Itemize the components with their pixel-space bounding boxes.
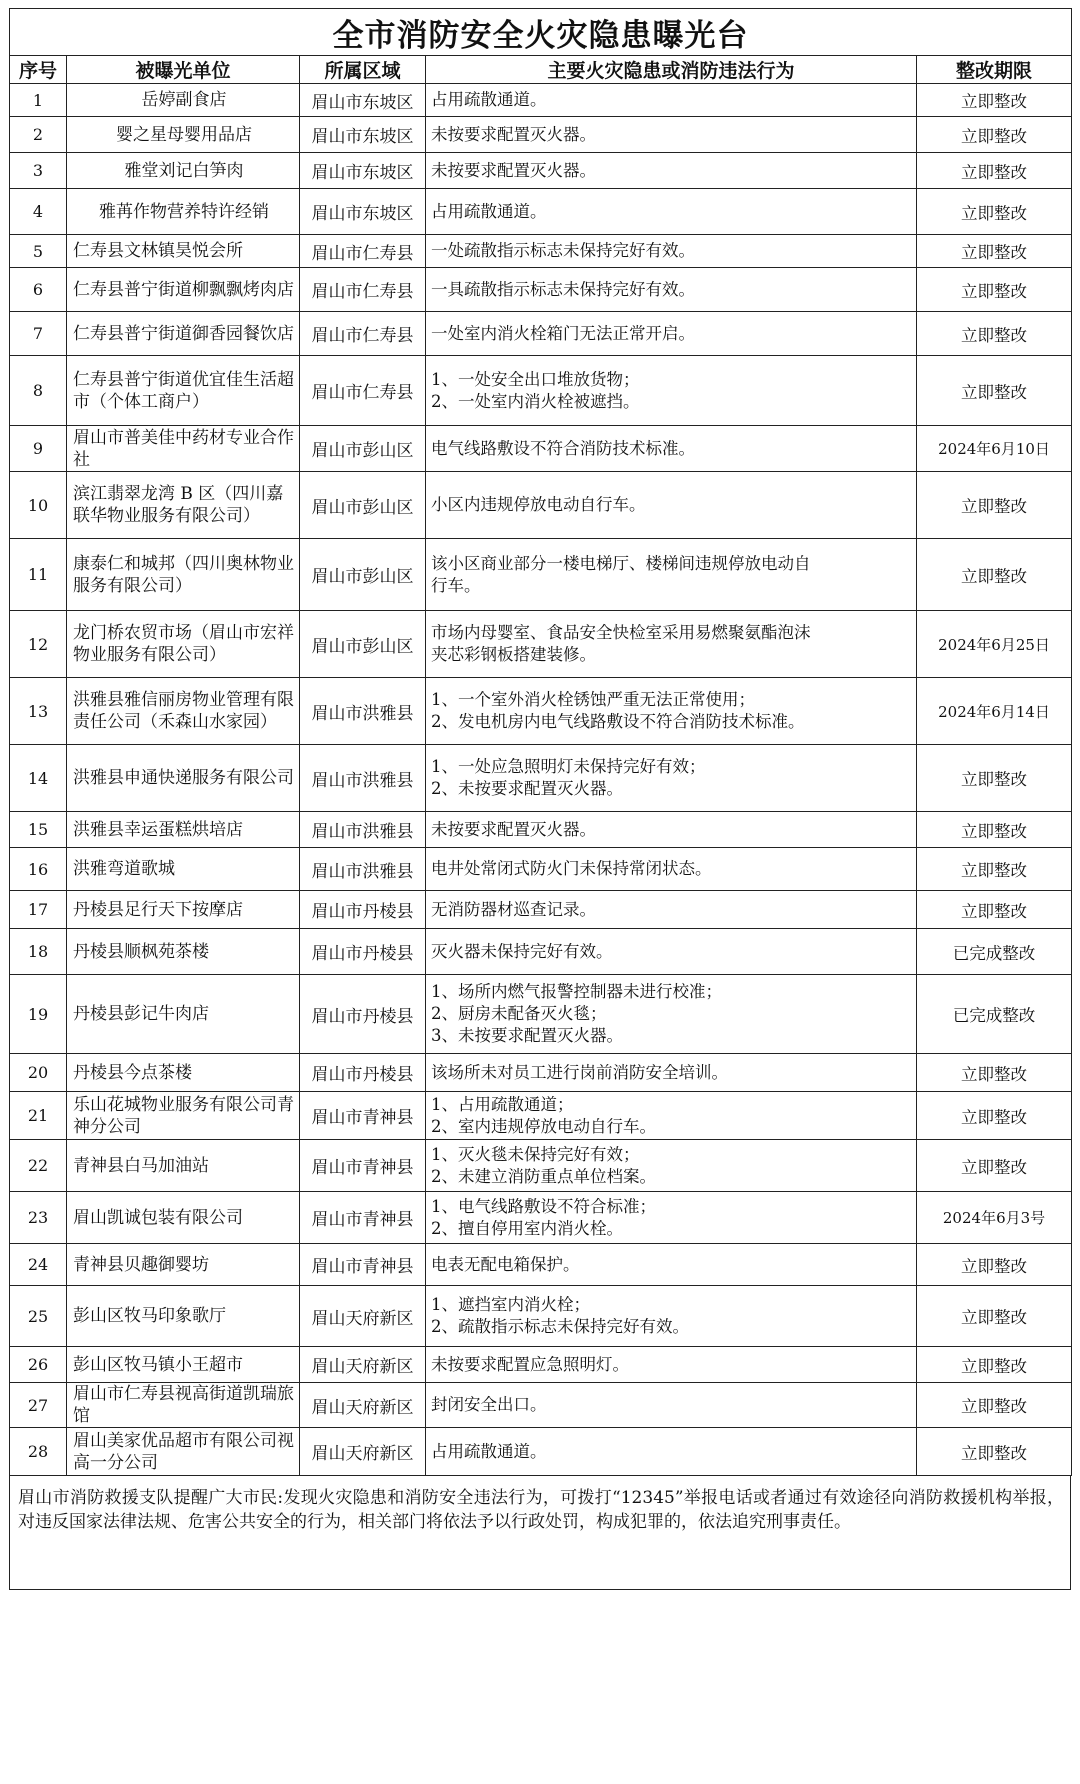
hazard-description: [426, 472, 917, 539]
row-number: 19: [10, 975, 67, 1054]
hazard-line: 未按要求配置灭火器。: [431, 160, 596, 180]
table-row: [10, 117, 1072, 153]
hazard-exposure-table: [9, 8, 1072, 1476]
rectification-deadline: 立即整改: [917, 356, 1072, 426]
hazard-description: [426, 426, 917, 472]
table-row: [10, 1092, 1072, 1140]
hazard-line: 市场内母婴室、食品安全快检室采用易燃聚氨酯泡沫: [431, 623, 811, 642]
rectification-deadline: 2024年6月10日: [917, 426, 1072, 472]
table-row: [10, 1286, 1072, 1347]
region: 眉山市青神县: [300, 1244, 426, 1286]
row-number: 27: [10, 1383, 67, 1428]
row-number: 13: [10, 678, 67, 745]
header-issue: 主要火灾隐患或消防违法行为: [426, 56, 917, 84]
region: 眉山市洪雅县: [300, 678, 426, 745]
table-row: [10, 426, 1072, 472]
row-number: 16: [10, 848, 67, 891]
rectification-deadline: 立即整改: [917, 472, 1072, 539]
hazard-description: [426, 1428, 917, 1476]
hazard-line: 2、室内违规停放电动自行车。: [431, 1116, 656, 1136]
region: 眉山市洪雅县: [300, 745, 426, 812]
hazard-line: 电表无配电箱保护。: [431, 1254, 580, 1274]
exposed-unit: 滨江翡翠龙湾 B 区（四川嘉联华物业服务有限公司）: [67, 472, 300, 539]
hazard-line: 行车。: [431, 575, 481, 595]
row-number: 18: [10, 929, 67, 975]
hazard-line: 2、疏散指示标志未保持完好有效。: [431, 1317, 689, 1336]
exposed-unit: 仁寿县普宁街道御香园餐饮店: [67, 312, 300, 356]
region: 眉山市丹棱县: [300, 891, 426, 929]
hazard-description: [426, 611, 917, 678]
hazard-line: 电气线路敷设不符合消防技术标准。: [431, 438, 695, 458]
exposed-unit: 雅苒作物营养特许经销: [67, 189, 300, 235]
table-row: [10, 235, 1072, 268]
hazard-line: 2、擅自停用室内消火栓。: [431, 1218, 623, 1238]
table-row: [10, 745, 1072, 812]
exposed-unit: 乐山花城物业服务有限公司青神分公司: [67, 1092, 300, 1140]
row-number: 21: [10, 1092, 67, 1140]
exposed-unit: 眉山美家优品超市有限公司视高一分公司: [67, 1428, 300, 1476]
exposed-unit: 洪雅县申通快递服务有限公司: [67, 745, 300, 812]
hazard-description: [426, 678, 917, 745]
hazard-line: 占用疏散通道。: [431, 1441, 547, 1461]
table-row: [10, 1383, 1072, 1428]
hazard-line: 1、场所内燃气报警控制器未进行校准；: [431, 982, 722, 1001]
rectification-deadline: 立即整改: [917, 235, 1072, 268]
region: 眉山市丹棱县: [300, 975, 426, 1054]
exposed-unit: 眉山市普美佳中药材专业合作社: [67, 426, 300, 472]
hazard-description: [426, 848, 917, 891]
region: 眉山天府新区: [300, 1428, 426, 1476]
exposed-unit: 眉山市仁寿县视高街道凯瑞旅馆: [67, 1383, 300, 1428]
rectification-deadline: 立即整改: [917, 1244, 1072, 1286]
rectification-deadline: 立即整改: [917, 1140, 1072, 1192]
rectification-deadline: 立即整改: [917, 812, 1072, 848]
rectification-deadline: 立即整改: [917, 1383, 1072, 1428]
table-row: [10, 1428, 1072, 1476]
region: 眉山市青神县: [300, 1092, 426, 1140]
exposed-unit: 丹棱县足行天下按摩店: [67, 891, 300, 929]
hazard-description: [426, 539, 917, 611]
exposed-unit: 洪雅弯道歌城: [67, 848, 300, 891]
hazard-description: [426, 812, 917, 848]
exposed-unit: 洪雅县雅信丽房物业管理有限责任公司（禾森山水家园）: [67, 678, 300, 745]
row-number: 9: [10, 426, 67, 472]
rectification-deadline: 立即整改: [917, 891, 1072, 929]
table-row: [10, 539, 1072, 611]
hazard-description: [426, 1054, 917, 1092]
region: 眉山市彭山区: [300, 539, 426, 611]
title-row: [10, 9, 1072, 56]
hazard-line: 小区内违规停放电动自行车。: [431, 495, 646, 514]
hazard-line: 1、占用疏散通道；: [431, 1094, 574, 1114]
rectification-deadline: 2024年6月25日: [917, 611, 1072, 678]
header-unit: 被曝光单位: [67, 56, 300, 84]
hazard-description: [426, 1286, 917, 1347]
row-number: 22: [10, 1140, 67, 1192]
hazard-line: 一具疏散指示标志未保持完好有效。: [431, 279, 695, 299]
exposed-unit: 丹棱县顺枫苑茶楼: [67, 929, 300, 975]
hazard-line: 该场所未对员工进行岗前消防安全培训。: [431, 1062, 728, 1082]
rectification-deadline: 立即整改: [917, 189, 1072, 235]
row-number: 3: [10, 153, 67, 189]
exposed-unit: 仁寿县普宁街道柳飘飘烤肉店: [67, 268, 300, 312]
exposed-unit: 婴之星母婴用品店: [67, 117, 300, 153]
page-title: 全市消防安全火灾隐患曝光台: [10, 9, 1072, 56]
region: 眉山市仁寿县: [300, 356, 426, 426]
exposed-unit: 眉山凯诚包装有限公司: [67, 1192, 300, 1244]
exposed-unit: 彭山区牧马镇小王超市: [67, 1347, 300, 1383]
row-number: 17: [10, 891, 67, 929]
rectification-deadline: 立即整改: [917, 745, 1072, 812]
hazard-line: 一处室内消火栓箱门无法正常开启。: [431, 323, 695, 343]
exposed-unit: 岳婷副食店: [67, 84, 300, 117]
hazard-line: 2、一处室内消火栓被遮挡。: [431, 391, 640, 411]
table-row: [10, 891, 1072, 929]
table-row: [10, 268, 1072, 312]
region: 眉山市仁寿县: [300, 268, 426, 312]
row-number: 24: [10, 1244, 67, 1286]
hazard-description: [426, 268, 917, 312]
hazard-description: [426, 189, 917, 235]
exposed-unit: 青神县贝趣御婴坊: [67, 1244, 300, 1286]
rectification-deadline: 立即整改: [917, 539, 1072, 611]
hazard-line: 电井处常闭式防火门未保持常闭状态。: [431, 859, 712, 878]
public-reminder-note: 眉山市消防救援支队提醒广大市民:发现火灾隐患和消防安全违法行为，可拨打“12345”举报电话或者通过有效途径向消防救援机构举报，对违反国家法律法规、危害公共安全的行为，相关部门将依法予以行政处罚，构成犯罪的，依法追究刑事责任。: [9, 1476, 1071, 1590]
rectification-deadline: 2024年6月3号: [917, 1192, 1072, 1244]
rectification-deadline: 立即整改: [917, 312, 1072, 356]
hazard-description: [426, 356, 917, 426]
rectification-deadline: 立即整改: [917, 1347, 1072, 1383]
hazard-description: [426, 975, 917, 1054]
hazard-line: 未按要求配置灭火器。: [431, 124, 596, 144]
rectification-deadline: 立即整改: [917, 84, 1072, 117]
rectification-deadline: 立即整改: [917, 268, 1072, 312]
region: 眉山市洪雅县: [300, 812, 426, 848]
region: 眉山市洪雅县: [300, 848, 426, 891]
hazard-description: [426, 235, 917, 268]
header-deadline: 整改期限: [917, 56, 1072, 84]
table-row: [10, 929, 1072, 975]
hazard-line: 该小区商业部分一楼电梯厅、楼梯间违规停放电动自: [431, 553, 811, 573]
region: 眉山市彭山区: [300, 426, 426, 472]
row-number: 4: [10, 189, 67, 235]
hazard-description: [426, 891, 917, 929]
table-row: [10, 1192, 1072, 1244]
rectification-deadline: 立即整改: [917, 1286, 1072, 1347]
hazard-line: 夹芯彩钢板搭建装修。: [431, 645, 596, 664]
row-number: 6: [10, 268, 67, 312]
region: 眉山市仁寿县: [300, 312, 426, 356]
hazard-line: 2、未按要求配置灭火器。: [431, 779, 623, 798]
header-row: [10, 56, 1072, 84]
exposed-unit: 彭山区牧马印象歌厅: [67, 1286, 300, 1347]
hazard-description: [426, 1092, 917, 1140]
hazard-description: [426, 1192, 917, 1244]
exposed-unit: 康泰仁和城邦（四川奥林物业服务有限公司）: [67, 539, 300, 611]
table-row: [10, 1347, 1072, 1383]
rectification-deadline: 2024年6月14日: [917, 678, 1072, 745]
row-number: 7: [10, 312, 67, 356]
row-number: 15: [10, 812, 67, 848]
hazard-description: [426, 312, 917, 356]
row-number: 25: [10, 1286, 67, 1347]
table-row: [10, 153, 1072, 189]
region: 眉山天府新区: [300, 1347, 426, 1383]
region: 眉山市仁寿县: [300, 235, 426, 268]
row-number: 23: [10, 1192, 67, 1244]
header-no: 序号: [10, 56, 67, 84]
hazard-description: [426, 1347, 917, 1383]
region: 眉山市东坡区: [300, 153, 426, 189]
exposed-unit: 洪雅县幸运蛋糕烘培店: [67, 812, 300, 848]
table-row: [10, 812, 1072, 848]
hazard-line: 1、遮挡室内消火栓；: [431, 1295, 590, 1314]
table-row: [10, 472, 1072, 539]
row-number: 2: [10, 117, 67, 153]
table-row: [10, 189, 1072, 235]
row-number: 1: [10, 84, 67, 117]
rectification-deadline: 立即整改: [917, 153, 1072, 189]
hazard-line: 未按要求配置应急照明灯。: [431, 1354, 629, 1374]
hazard-line: 占用疏散通道。: [431, 90, 547, 109]
table-row: [10, 356, 1072, 426]
hazard-line: 2、厨房未配备灭火毯；: [431, 1004, 607, 1023]
table-row: [10, 1140, 1072, 1192]
rectification-deadline: 立即整改: [917, 1092, 1072, 1140]
rectification-deadline: 已完成整改: [917, 929, 1072, 975]
table-row: [10, 1244, 1072, 1286]
row-number: 8: [10, 356, 67, 426]
exposed-unit: 龙门桥农贸市场（眉山市宏祥物业服务有限公司）: [67, 611, 300, 678]
hazard-description: [426, 745, 917, 812]
hazard-line: 1、灭火毯未保持完好有效；: [431, 1144, 640, 1164]
exposed-unit: 丹棱县彭记牛肉店: [67, 975, 300, 1054]
hazard-line: 1、一处应急照明灯未保持完好有效；: [431, 757, 706, 776]
rectification-deadline: 立即整改: [917, 117, 1072, 153]
hazard-line: 1、一处安全出口堆放货物；: [431, 369, 640, 389]
hazard-line: 2、未建立消防重点单位档案。: [431, 1166, 656, 1186]
row-number: 14: [10, 745, 67, 812]
hazard-description: [426, 117, 917, 153]
hazard-line: 2、发电机房内电气线路敷设不符合消防技术标准。: [431, 712, 805, 731]
region: 眉山市青神县: [300, 1192, 426, 1244]
region: 眉山市丹棱县: [300, 929, 426, 975]
hazard-line: 占用疏散通道。: [431, 201, 547, 221]
hazard-line: 封闭安全出口。: [431, 1395, 547, 1414]
exposed-unit: 雅堂刘记白笋肉: [67, 153, 300, 189]
row-number: 12: [10, 611, 67, 678]
hazard-line: 一处疏散指示标志未保持完好有效。: [431, 241, 695, 260]
row-number: 26: [10, 1347, 67, 1383]
table-row: [10, 312, 1072, 356]
rectification-deadline: 立即整改: [917, 848, 1072, 891]
row-number: 11: [10, 539, 67, 611]
hazard-description: [426, 1244, 917, 1286]
region: 眉山市青神县: [300, 1140, 426, 1192]
rectification-deadline: 立即整改: [917, 1428, 1072, 1476]
hazard-line: 灭火器未保持完好有效。: [431, 941, 613, 961]
exposed-unit: 青神县白马加油站: [67, 1140, 300, 1192]
table-row: [10, 678, 1072, 745]
hazard-line: 未按要求配置灭火器。: [431, 819, 596, 839]
region: 眉山市丹棱县: [300, 1054, 426, 1092]
region: 眉山市东坡区: [300, 117, 426, 153]
hazard-line: 无消防器材巡查记录。: [431, 899, 596, 919]
table-row: [10, 1054, 1072, 1092]
exposed-unit: 仁寿县文林镇昊悦会所: [67, 235, 300, 268]
table-row: [10, 848, 1072, 891]
table-row: [10, 611, 1072, 678]
row-number: 10: [10, 472, 67, 539]
rectification-deadline: 立即整改: [917, 1054, 1072, 1092]
region: 眉山天府新区: [300, 1286, 426, 1347]
region: 眉山市东坡区: [300, 84, 426, 117]
exposed-unit: 丹棱县今点茶楼: [67, 1054, 300, 1092]
hazard-line: 1、电气线路敷设不符合标准；: [431, 1196, 656, 1216]
hazard-description: [426, 1383, 917, 1428]
hazard-line: 1、一个室外消火栓锈蚀严重无法正常使用；: [431, 690, 755, 709]
hazard-line: 3、未按要求配置灭火器。: [431, 1026, 623, 1045]
rectification-deadline: 已完成整改: [917, 975, 1072, 1054]
row-number: 28: [10, 1428, 67, 1476]
exposed-unit: 仁寿县普宁街道优宜佳生活超市（个体工商户）: [67, 356, 300, 426]
header-area: 所属区域: [300, 56, 426, 84]
table-row: [10, 975, 1072, 1054]
region: 眉山市彭山区: [300, 472, 426, 539]
region: 眉山市东坡区: [300, 189, 426, 235]
hazard-description: [426, 153, 917, 189]
row-number: 5: [10, 235, 67, 268]
hazard-description: [426, 1140, 917, 1192]
hazard-description: [426, 929, 917, 975]
row-number: 20: [10, 1054, 67, 1092]
region: 眉山天府新区: [300, 1383, 426, 1428]
table-row: [10, 84, 1072, 117]
region: 眉山市彭山区: [300, 611, 426, 678]
hazard-description: [426, 84, 917, 117]
